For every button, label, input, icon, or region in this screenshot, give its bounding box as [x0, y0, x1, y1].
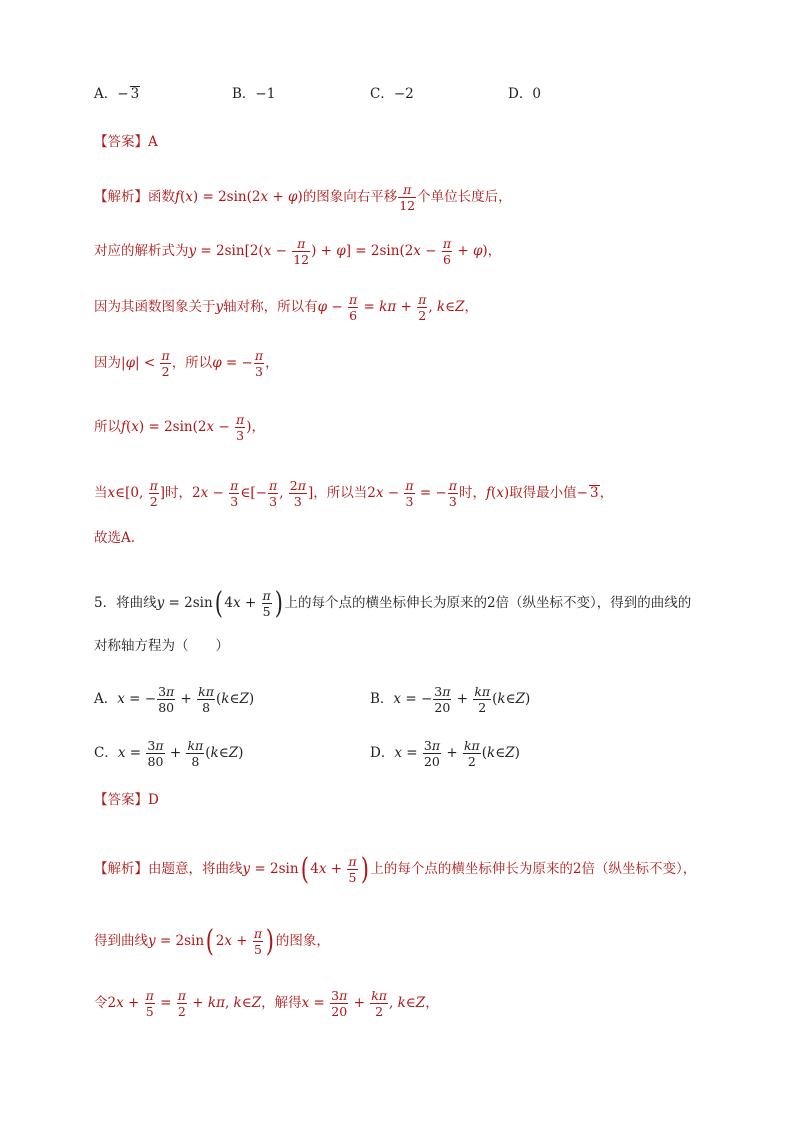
q5-stem-line-1: 5．将曲线y = 2sin( 4x + $\frac{\pi}{5}$ ) 上的每个点的横坐标伸长为原来的2倍（纵坐标不变），得到的曲线的: [94, 585, 692, 621]
q4-option-a: A．− 3: [94, 86, 140, 102]
q5-answer-label: 【答案】: [94, 792, 148, 808]
q5-option-c: C．x = $\frac{3\pi}{80}$ + $\frac{k\pi}{8}$ (k∈Z): [94, 738, 244, 769]
q4-analysis-line-3: 因为其函数图象关于y轴对称，所以有φ − $\frac{\pi}{6}$ = kπ + $\frac{\pi}{2}$ , k∈Z，: [94, 292, 478, 323]
q4-answer-label: 【答案】: [94, 134, 148, 150]
q4-analysis-label: 【解析】: [94, 189, 148, 205]
q4-option-c: C．−2: [370, 86, 414, 102]
q4-analysis-line-2: 对应的解析式为y = 2sin[2(x − $\frac{\pi}{12}$ ) + φ] = 2sin(2x − $\frac{\pi}{6}$ + φ)，: [94, 236, 502, 267]
q5-analysis-label: 【解析】: [94, 861, 148, 877]
q5-stem-line-2: 对称轴方程为（ ）: [94, 638, 229, 654]
q5-analysis-line-2: 得到曲线y = 2sin( 2x + $\frac{\pi}{5}$ ) 的图象，: [94, 923, 330, 959]
q4-option-d: D．0: [508, 86, 541, 102]
q4-analysis-line-6: 当x∈[0, $\frac{\pi}{2}$ ]时，2x − $\frac{\pi}{3}$ ∈[− $\frac{\pi}{3}$ , $\frac{2\pi}{3}$ ]，所以当2x − $\frac{\pi}{3}$ = − $\frac{\pi}{3}$ 时，f(x)取得最小值− 3，: [94, 478, 614, 509]
q5-option-d: D．x = $\frac{3\pi}{20}$ + $\frac{k\pi}{2}$ (k∈Z): [370, 738, 520, 769]
q5-analysis-line-1: 【解析】由题意，将曲线y = 2sin( 4x + $\frac{\pi}{5}$ ) 上的每个点的横坐标伸长为原来的2倍（纵坐标不变），: [94, 851, 697, 887]
q4-analysis-line-7: 故选A.: [94, 530, 136, 546]
q5-option-b: B．x = − $\frac{3\pi}{20}$ + $\frac{k\pi}{2}$ (k∈Z): [370, 684, 531, 715]
q4-answer: [94, 132, 158, 152]
q5-analysis-line-3: 令2x + $\frac{\pi}{5}$ = $\frac{\pi}{2}$ + kπ, k∈Z，解得x = $\frac{3\pi}{20}$ + $\frac{k\pi}{2}$ , k∈Z，: [94, 988, 439, 1019]
q4-answer-value: A: [148, 134, 158, 150]
q4-analysis-line-5: 所以f(x) = 2sin(2x − $\frac{\pi}{3}$ )，: [94, 412, 265, 443]
q5-option-a: A．x = − $\frac{3\pi}{80}$ + $\frac{k\pi}{8}$ (k∈Z): [94, 684, 255, 715]
q4-option-b: B．−1: [232, 86, 276, 102]
q5-answer: [94, 790, 159, 810]
q5-answer-value: D: [148, 792, 159, 808]
q4-analysis-line-1: 【解析】函数f(x) = 2sin(2x + φ)的图象向右平移 $\frac{\pi}{12}$ 个单位长度后，: [94, 182, 512, 213]
q4-analysis-line-4: 因为|φ| < $\frac{\pi}{2}$ ，所以φ = − $\frac{\pi}{3}$ ，: [94, 348, 279, 379]
